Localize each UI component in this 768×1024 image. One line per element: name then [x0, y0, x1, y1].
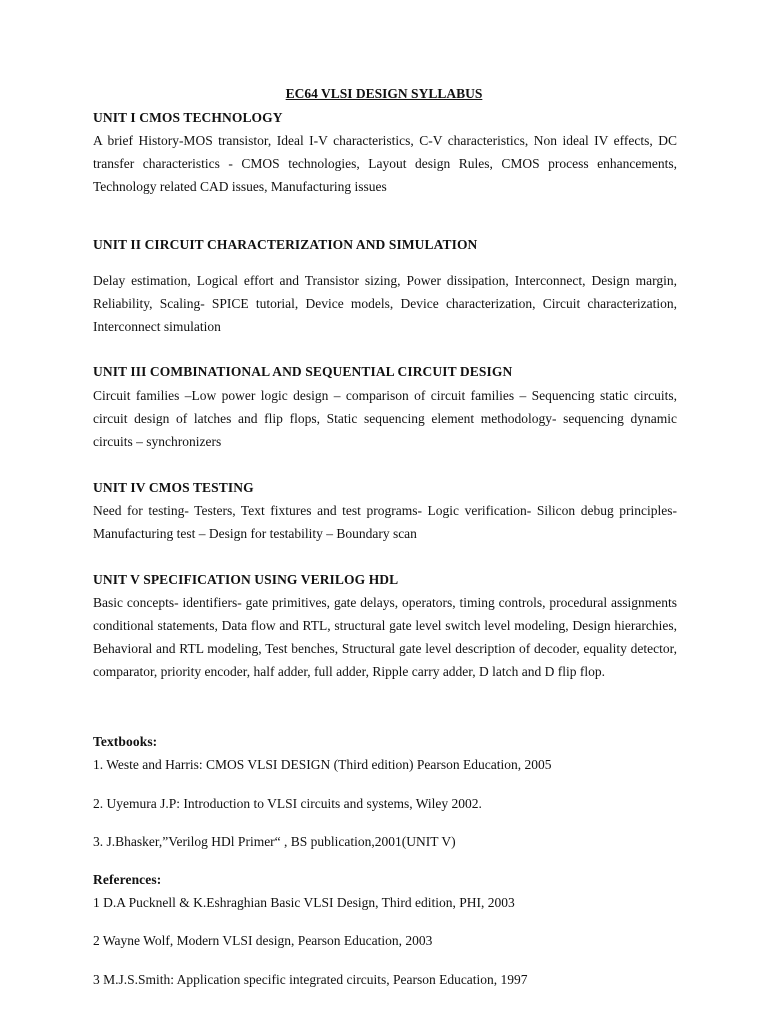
reference-1: 1 D.A Pucknell & K.Eshraghian Basic VLSI Design, Third edition, PHI, 2003 [93, 895, 515, 910]
textbook-1: 1. Weste and Harris: CMOS VLSI DESIGN (Third edition) Pearson Education, 2005 [93, 757, 552, 772]
reference-3: 3 M.J.S.Smith: Application specific integrated circuits, Pearson Education, 1997 [93, 972, 528, 987]
textbooks-heading: Textbooks: [93, 734, 158, 749]
textbook-3: 3. J.Bhasker,”Verilog HDl Primer“ , BS publication,2001(UNIT V) [93, 834, 456, 849]
document-title: EC64 VLSI DESIGN SYLLABUS [285, 86, 483, 101]
unit-3-heading: UNIT III COMBINATIONAL AND SEQUENTIAL CIRCUIT DESIGN [93, 364, 513, 379]
unit-2-body: Delay estimation, Logical effort and Transistor sizing, Power dissipation, Interconnect, Design margin, Reliability, Scaling- SPICE tutorial, Device models, Device characterization, Circuit characterization, Interconnect simulation [93, 273, 677, 334]
references-heading: References: [93, 872, 162, 887]
unit-3-body: Circuit families –Low power logic design – comparison of circuit families – Sequencing static circuits, circuit design of latches and flip flops, Static sequencing element methodology- sequencing dynamic circuits – synchronizers [93, 388, 677, 449]
unit-5-heading: UNIT V SPECIFICATION USING VERILOG HDL [93, 572, 399, 587]
unit-4-heading: UNIT IV CMOS TESTING [93, 480, 254, 495]
reference-2: 2 Wayne Wolf, Modern VLSI design, Pearson Education, 2003 [93, 933, 433, 948]
unit-4-body: Need for testing- Testers, Text fixtures and test programs- Logic verification- Silicon debug principles- Manufacturing test – Design for testability – Boundary scan [93, 503, 677, 541]
unit-2-heading: UNIT II CIRCUIT CHARACTERIZATION AND SIMULATION [93, 237, 478, 252]
unit-1-body: A brief History-MOS transistor, Ideal I-V characteristics, C-V characteristics, Non ideal IV effects, DC transfer characteristics - CMOS technologies, Layout design Rules, CMOS process enhancements, Technology related CAD issues, Manufacturing issues [93, 133, 677, 194]
textbook-2: 2. Uyemura J.P: Introduction to VLSI circuits and systems, Wiley 2002. [93, 796, 482, 811]
unit-1-heading: UNIT I CMOS TECHNOLOGY [93, 110, 283, 125]
unit-5-body: Basic concepts- identifiers- gate primitives, gate delays, operators, timing controls, procedural assignments conditional statements, Data flow and RTL, structural gate level switch level modeling, Design hierarchies, Behavioral and RTL modeling, Test benches, Structural gate level description of decoder, equality detector, comparator, priority encoder, half adder, full adder, Ripple carry adder, D latch and D flip flop. [93, 595, 677, 679]
